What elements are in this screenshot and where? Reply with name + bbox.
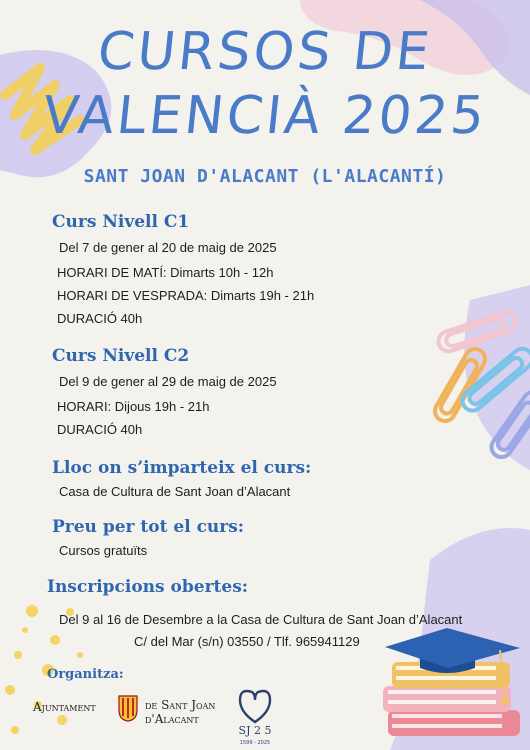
organizer-town-name xyxy=(145,698,240,726)
course-c2-schedule: HORARI: Dijous 19h - 21h xyxy=(57,399,210,414)
course-c2-duration: DURACIÓ 40h xyxy=(57,422,143,437)
organizer-town-line1: de Sant Joan xyxy=(145,698,216,712)
course-c2-heading: Curs Nivell C2 xyxy=(52,346,190,366)
location-value: Casa de Cultura de Sant Joan d’Alacant xyxy=(59,484,291,499)
anniversary-logo-years: 1599 - 2025 xyxy=(239,740,271,746)
registration-dates: Del 9 al 16 de Desembre a la Casa de Cultura de Sant Joan d’Alacant xyxy=(59,612,463,627)
organizer-ajuntament: Ajuntament xyxy=(33,700,96,714)
price-value: Cursos gratuïts xyxy=(59,543,148,558)
poster-title-line2: VALENCIÀ 2025 xyxy=(40,86,490,146)
location-heading: Lloc on s’imparteix el curs: xyxy=(52,458,312,478)
course-c1-heading: Curs Nivell C1 xyxy=(52,212,190,232)
course-c1-schedule-morning: HORARI DE MATÍ: Dimarts 10h - 12h xyxy=(57,265,274,280)
poster-subtitle: SANT JOAN D'ALACANT (L'ALACANTÍ) xyxy=(83,166,447,187)
organizer-town-line2: d'Alacant xyxy=(145,712,199,726)
poster-title-line1: CURSOS DE xyxy=(94,22,436,82)
course-c1-duration: DURACIÓ 40h xyxy=(57,311,143,326)
organizer-label: Organitza: xyxy=(47,667,124,682)
anniversary-logo-icon xyxy=(232,682,278,746)
anniversary-logo-text: SJ 2 5 xyxy=(238,724,272,737)
registration-heading: Inscripcions obertes: xyxy=(47,577,249,597)
price-heading: Preu per tot el curs: xyxy=(52,517,245,537)
course-c1-schedule-evening: HORARI DE VESPRADA: Dimarts 19h - 21h xyxy=(57,288,315,303)
town-coat-of-arms-icon xyxy=(117,694,139,722)
course-c2-dates: Del 9 de gener al 29 de maig de 2025 xyxy=(59,374,277,389)
course-c1-dates: Del 7 de gener al 20 de maig de 2025 xyxy=(59,240,277,255)
registration-address: C/ del Mar (s/n) 03550 / Tlf. 965941129 xyxy=(134,634,360,649)
